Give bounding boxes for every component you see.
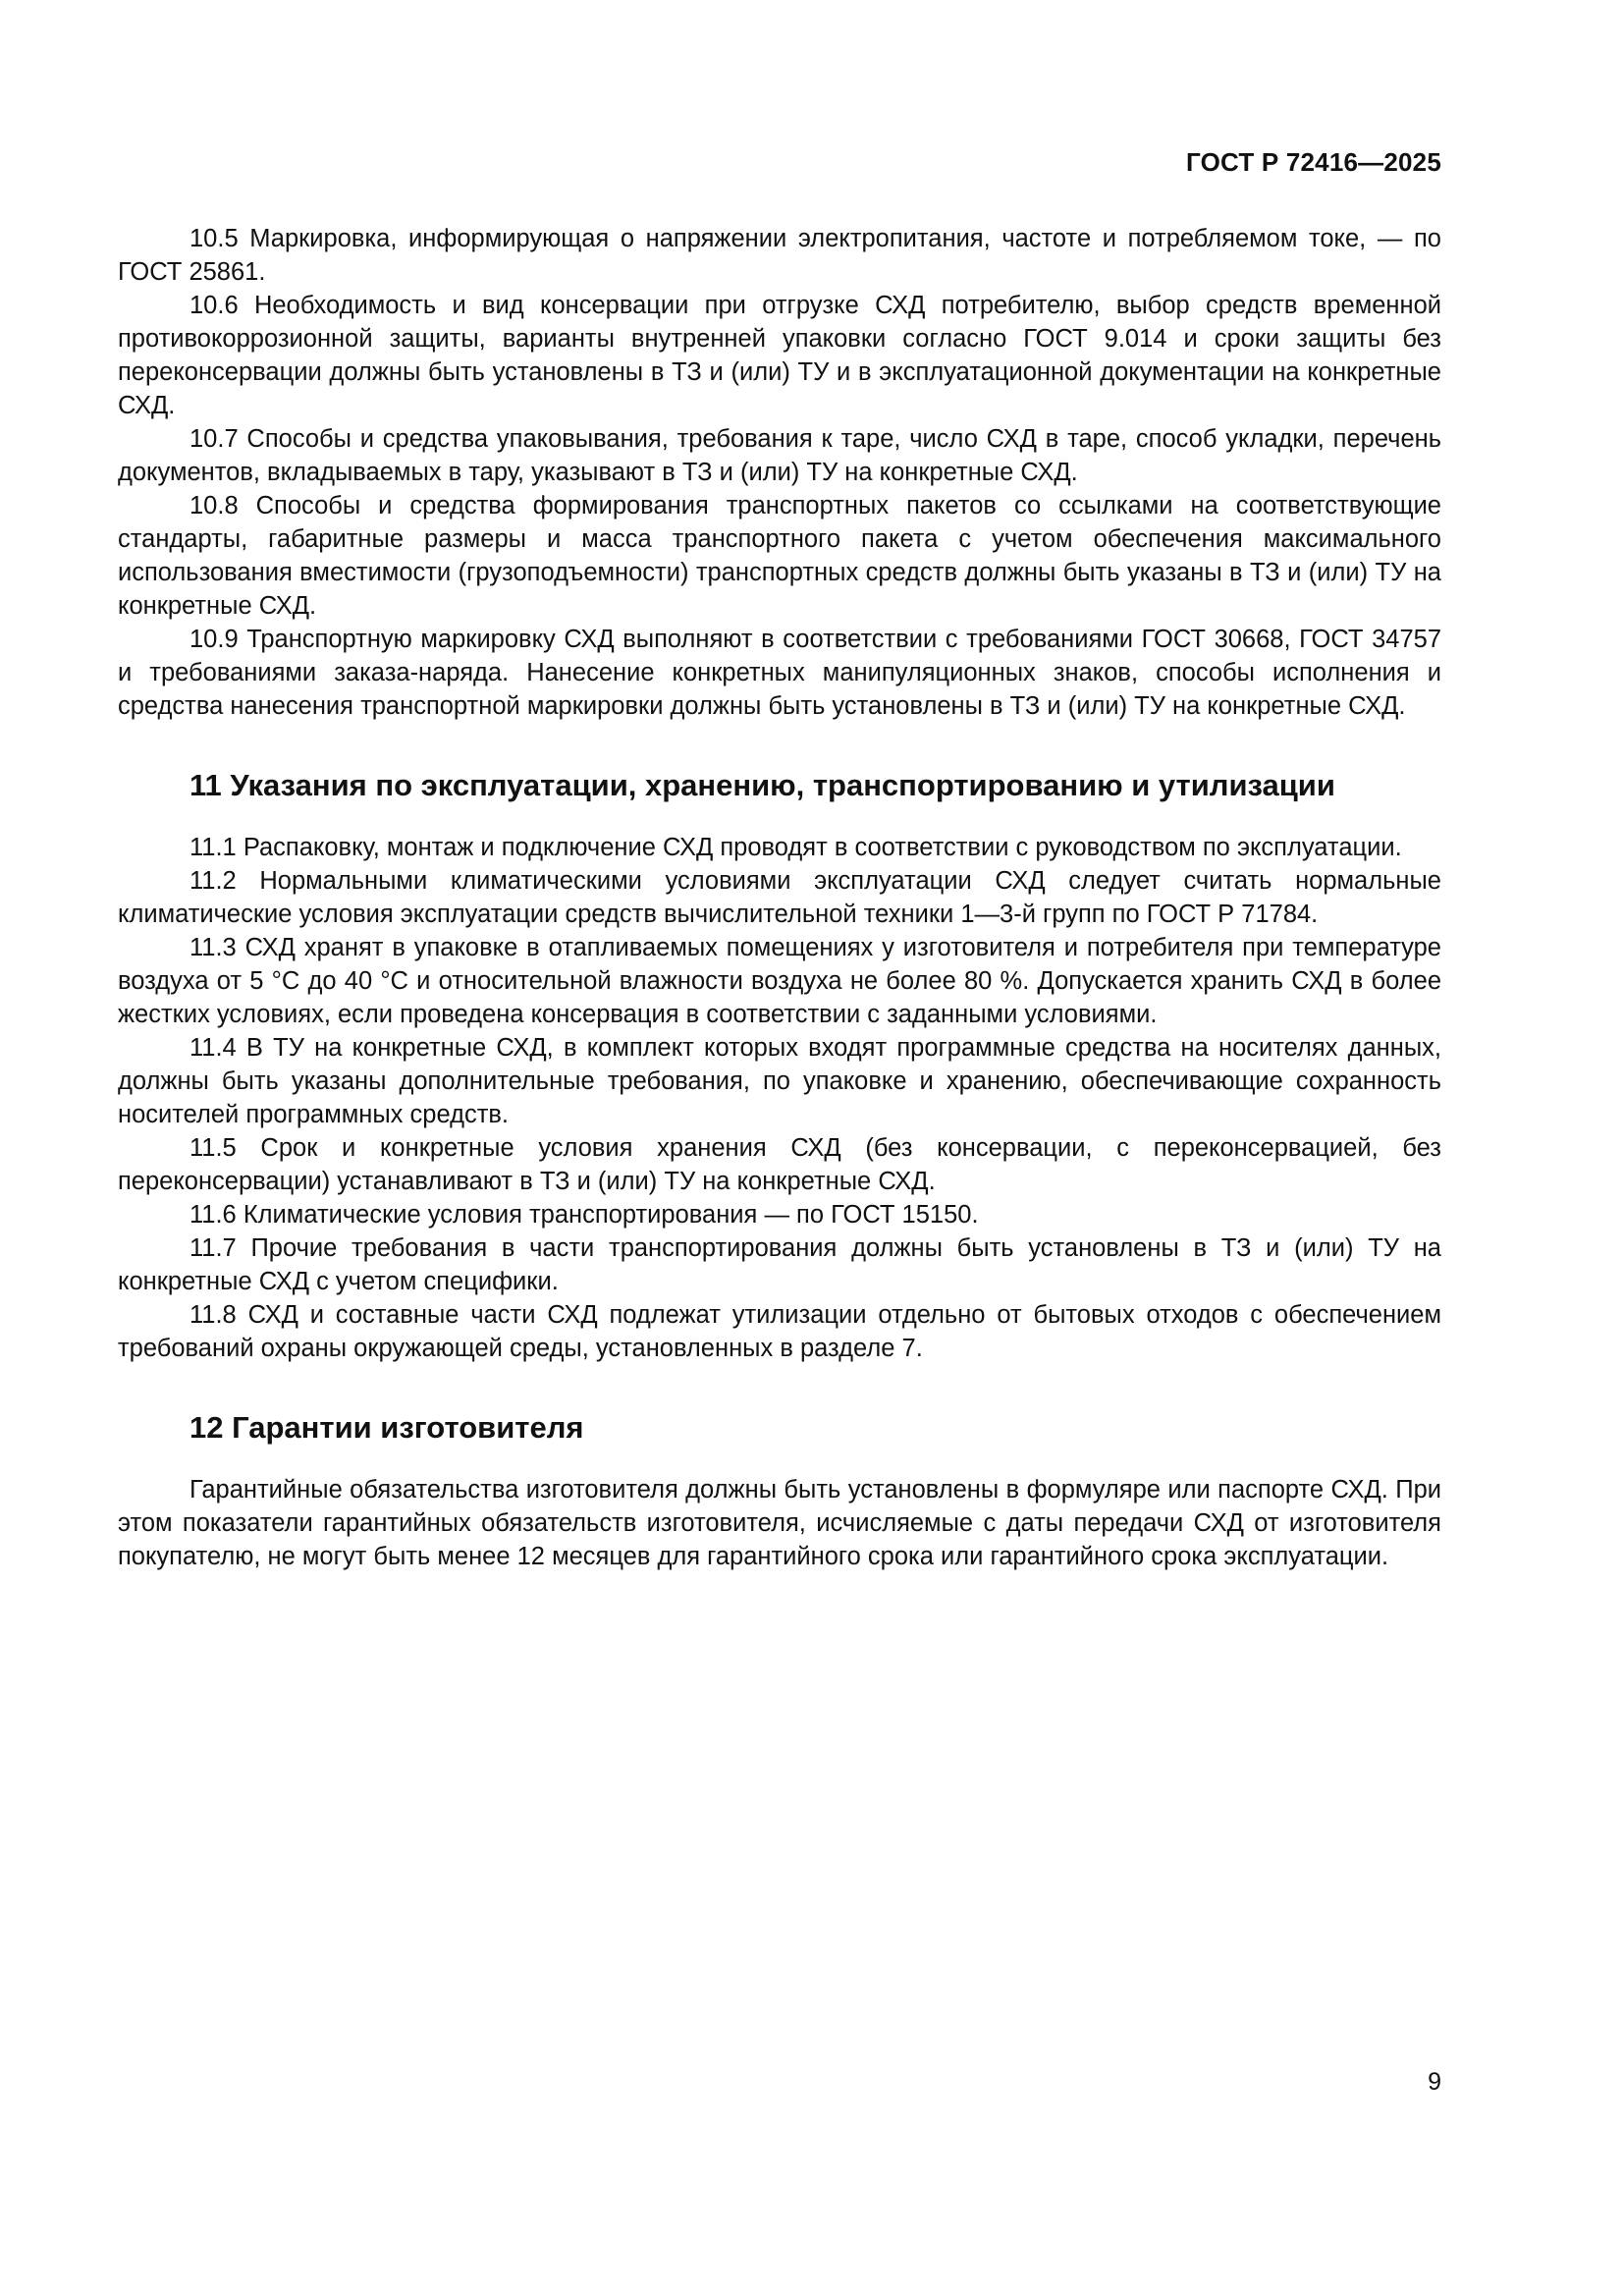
page-number: 9 xyxy=(1428,2068,1441,2096)
paragraph-11-8: 11.8 СХД и составные части СХД подлежат утилизации отдельно от бытовых отходов с обеспечением требований охраны окружающей среды, установленных в разделе 7. xyxy=(118,1301,1441,1362)
paragraph-11-3: 11.3 СХД хранят в упаковке в отапливаемых помещениях у изготовителя и потребителя при температуре воздуха от 5 °С до 40 °С и относительной влажности воздуха не более 80 %. Допускается хранить СХД в более жестких условиях, если проведена консервация в соответствии с заданными условиями. xyxy=(118,934,1441,1028)
document-code: ГОСТ Р 72416—2025 xyxy=(1186,147,1441,177)
paragraph-10-8: 10.8 Способы и средства формирования транспортных пакетов со ссылками на соответствующие стандарты, габаритные размеры и масса транспортного пакета с учетом обеспечения максимального использования вместимости (грузоподъемности) транспортных средств должны быть указаны в ТЗ и (или) ТУ на конкретные СХД. xyxy=(118,492,1441,620)
paragraph-11-1: 11.1 Распаковку, монтаж и подключение СХД проводят в соответствии с руководством по эксплуатации. xyxy=(189,834,1402,861)
paragraph-11-6: 11.6 Климатические условия транспортирования — по ГОСТ 15150. xyxy=(189,1201,979,1229)
section-11-title: 11 Указания по эксплуатации, хранению, транспортированию и утилизации xyxy=(189,768,1335,802)
document-body xyxy=(118,222,1441,1573)
paragraph-11-2: 11.2 Нормальными климатическими условиями эксплуатации СХД следует считать нормальные климатические условия эксплуатации средств вычислительной техники 1—3-й групп по ГОСТ Р 71784. xyxy=(118,867,1441,928)
paragraph-10-5: 10.5 Маркировка, информирующая о напряжении электропитания, частоте и потребляемом токе, — по ГОСТ 25861. xyxy=(118,225,1441,286)
paragraph-11-5: 11.5 Срок и конкретные условия хранения СХД (без консервации, с переконсервацией, без переконсервации) устанавливают в ТЗ и (или) ТУ на конкретные СХД. xyxy=(118,1134,1441,1195)
section-12-title: 12 Гарантии изготовителя xyxy=(189,1410,584,1445)
paragraph-10-9: 10.9 Транспортную маркировку СХД выполняют в соответствии с требованиями ГОСТ 30668, ГОСТ 34757 и требованиями заказа-наряда. Нанесение конкретных манипуляционных знаков, способы исполнения и средства нанесения транспортной маркировки должны быть установлены в ТЗ и (или) ТУ на конкретные СХД. xyxy=(118,626,1441,720)
paragraph-10-7: 10.7 Способы и средства упаковывания, требования к таре, число СХД в таре, способ укладки, перечень документов, вкладываемых в тару, указывают в ТЗ и (или) ТУ на конкретные СХД. xyxy=(118,425,1441,486)
paragraph-10-6: 10.6 Необходимость и вид консервации при отгрузке СХД потребителю, выбор средств временной противокоррозионной защиты, варианты внутренней упаковки согласно ГОСТ 9.014 и сроки защиты без переконсервации должны быть установлены в ТЗ и (или) ТУ и в эксплуатационной документации на конкретные СХД. xyxy=(118,292,1441,419)
paragraph-11-4: 11.4 В ТУ на конкретные СХД, в комплект которых входят программные средства на носителях данных, должны быть указаны дополнительные требования, по упаковке и хранению, обеспечивающие сохранность носителей программных средств. xyxy=(118,1034,1441,1128)
paragraph-12-1: Гарантийные обязательства изготовителя должны быть установлены в формуляре или паспорте СХД. При этом показатели гарантийных обязательств изготовителя, исчисляемые с даты передачи СХД от изготовителя покупателю, не могут быть менее 12 месяцев для гарантийного срока или гарантийного срока эксплуатации. xyxy=(118,1476,1441,1570)
paragraph-11-7: 11.7 Прочие требования в части транспортирования должны быть установлены в ТЗ и (или) ТУ на конкретные СХД с учетом специфики. xyxy=(118,1234,1441,1295)
